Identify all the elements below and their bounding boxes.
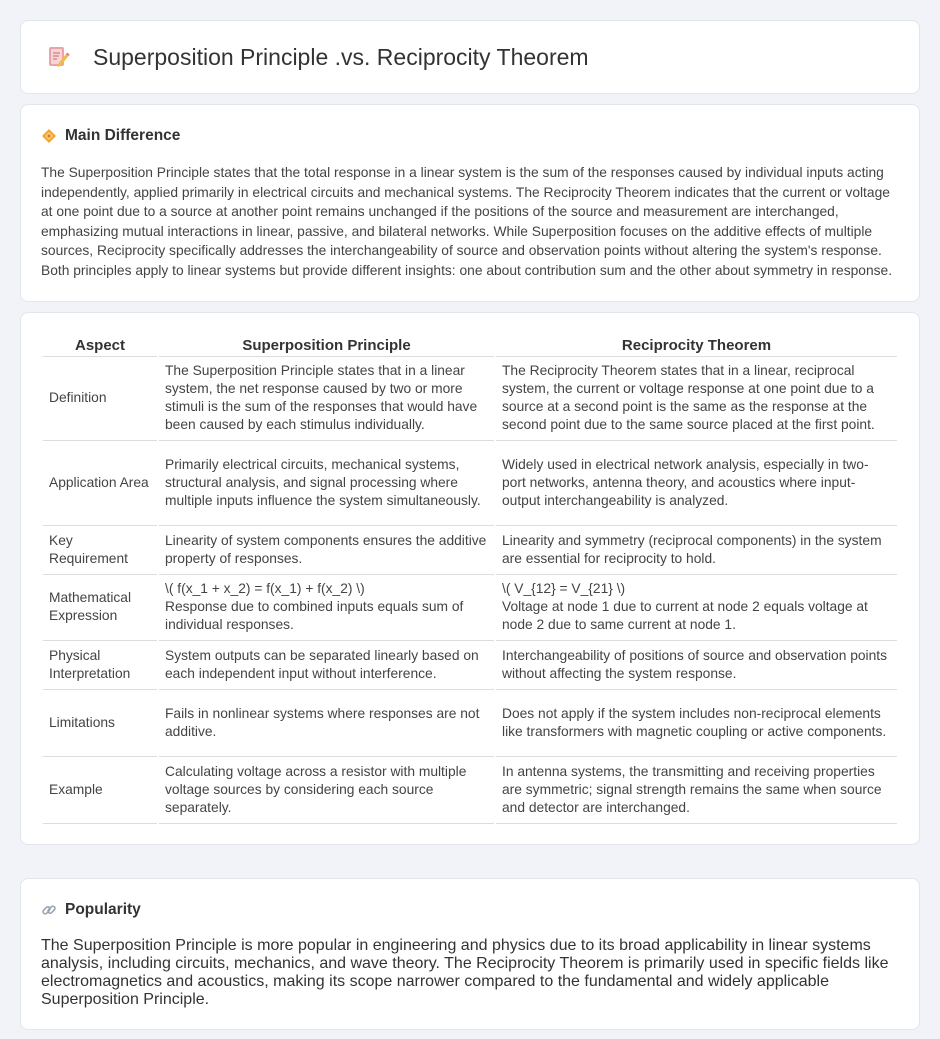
popularity-text: The Superposition Principle is more popular in engineering and physics due to its broad applicability in linear systems analysis, including circuits, mechanics, and wave theory. The Reciprocity Theorem is primarily used in specific fields like electromagnetics and acoustics, making its scope narrower compared to the fundamental and widely applicable Superposition Principle.	[41, 936, 889, 1008]
reciprocity-formula: \( V_{12} = V_{21} \)	[502, 581, 626, 597]
popularity-title: Popularity	[65, 900, 141, 918]
title-card	[20, 20, 920, 94]
diamond-icon	[41, 128, 57, 144]
row-reciprocity: The Reciprocity Theorem states that in a linear, reciprocal system, the current or voltage response at one point due to a source at a second point is the same as the response at the second point due to the same source placed at the first point.	[496, 357, 897, 441]
comparison-table	[41, 333, 899, 824]
popularity-heading	[41, 901, 899, 919]
row-reciprocity: Interchangeability of positions of source and observation points without affecting the system response.	[496, 641, 897, 690]
row-superposition: Primarily electrical circuits, mechanical systems, structural analysis, and signal processing where multiple inputs influence the system simultaneously.	[159, 441, 494, 526]
row-aspect: Example	[43, 757, 157, 824]
comparison-card	[20, 312, 920, 845]
table-row	[43, 641, 897, 690]
row-aspect: Limitations	[43, 690, 157, 757]
header-aspect: Aspect	[43, 333, 157, 357]
table-row	[43, 575, 897, 641]
superposition-formula: \( f(x_1 + x_2) = f(x_1) + f(x_2) \)	[165, 581, 365, 597]
row-aspect: Definition	[43, 357, 157, 441]
row-reciprocity: Widely used in electrical network analysis, especially in two-port networks, antenna theory, and acoustics where input-output interchangeability is analyzed.	[496, 441, 897, 526]
link-icon	[41, 902, 57, 918]
table-row	[43, 441, 897, 526]
popularity-section	[20, 878, 920, 1030]
row-aspect: Physical Interpretation	[43, 641, 157, 690]
row-reciprocity: In antenna systems, the transmitting and receiving properties are symmetric; signal strength remains the same when source and detector are interchanged.	[496, 757, 897, 824]
row-superposition	[159, 575, 494, 641]
table-row	[43, 357, 897, 441]
table-header-row	[43, 333, 897, 357]
row-aspect: Application Area	[43, 441, 157, 526]
page-title: Superposition Principle .vs. Reciprocity Theorem	[93, 43, 589, 70]
row-reciprocity	[496, 575, 897, 641]
main-difference-heading	[41, 127, 899, 145]
main-difference-title: Main Difference	[65, 127, 181, 144]
row-superposition: Fails in nonlinear systems where responses are not additive.	[159, 690, 494, 757]
reciprocity-formula-text: Voltage at node 1 due to current at node 2 equals voltage at node 2 due to same current at node 1.	[502, 599, 868, 633]
row-superposition: The Superposition Principle states that in a linear system, the net response caused by two or more stimuli is the sum of the responses that would have been caused by each stimulus individually.	[159, 357, 494, 441]
header-superposition: Superposition Principle	[159, 333, 494, 357]
document-pencil-icon	[45, 44, 71, 70]
row-reciprocity: Linearity and symmetry (reciprocal components) in the system are essential for reciprocity to hold.	[496, 526, 897, 575]
row-superposition: Calculating voltage across a resistor with multiple voltage sources by considering each source separately.	[159, 757, 494, 824]
row-aspect: Mathematical Expression	[43, 575, 157, 641]
table-row	[43, 690, 897, 757]
row-superposition: Linearity of system components ensures the additive property of responses.	[159, 526, 494, 575]
table-row	[43, 757, 897, 824]
main-difference-section	[20, 104, 920, 302]
superposition-formula-text: Response due to combined inputs equals sum of individual responses.	[165, 599, 464, 633]
row-superposition: System outputs can be separated linearly based on each independent input without interference.	[159, 641, 494, 690]
row-reciprocity: Does not apply if the system includes non-reciprocal elements like transformers with magnetic coupling or active components.	[496, 690, 897, 757]
header-reciprocity: Reciprocity Theorem	[496, 333, 897, 357]
main-difference-text: The Superposition Principle states that the total response in a linear system is the sum of the responses caused by individual inputs acting independently, applied primarily in electrical circuits and mechanical systems. The Reciprocity Theorem indicates that the current or voltage at one point due to a source at another point remains unchanged if the positions of the source and measurement are interchanged, emphasizing mutual interactions in linear, passive, and bilateral networks. While Superposition focuses on the additive effects of multiple sources, Reciprocity specifically addresses the interchangeability of source and observation points without altering the system's response. Both principles apply to linear systems but provide different insights: one about contribution sum and the other about symmetry in response.	[41, 165, 893, 278]
row-aspect: Key Requirement	[43, 526, 157, 575]
table-row	[43, 526, 897, 575]
